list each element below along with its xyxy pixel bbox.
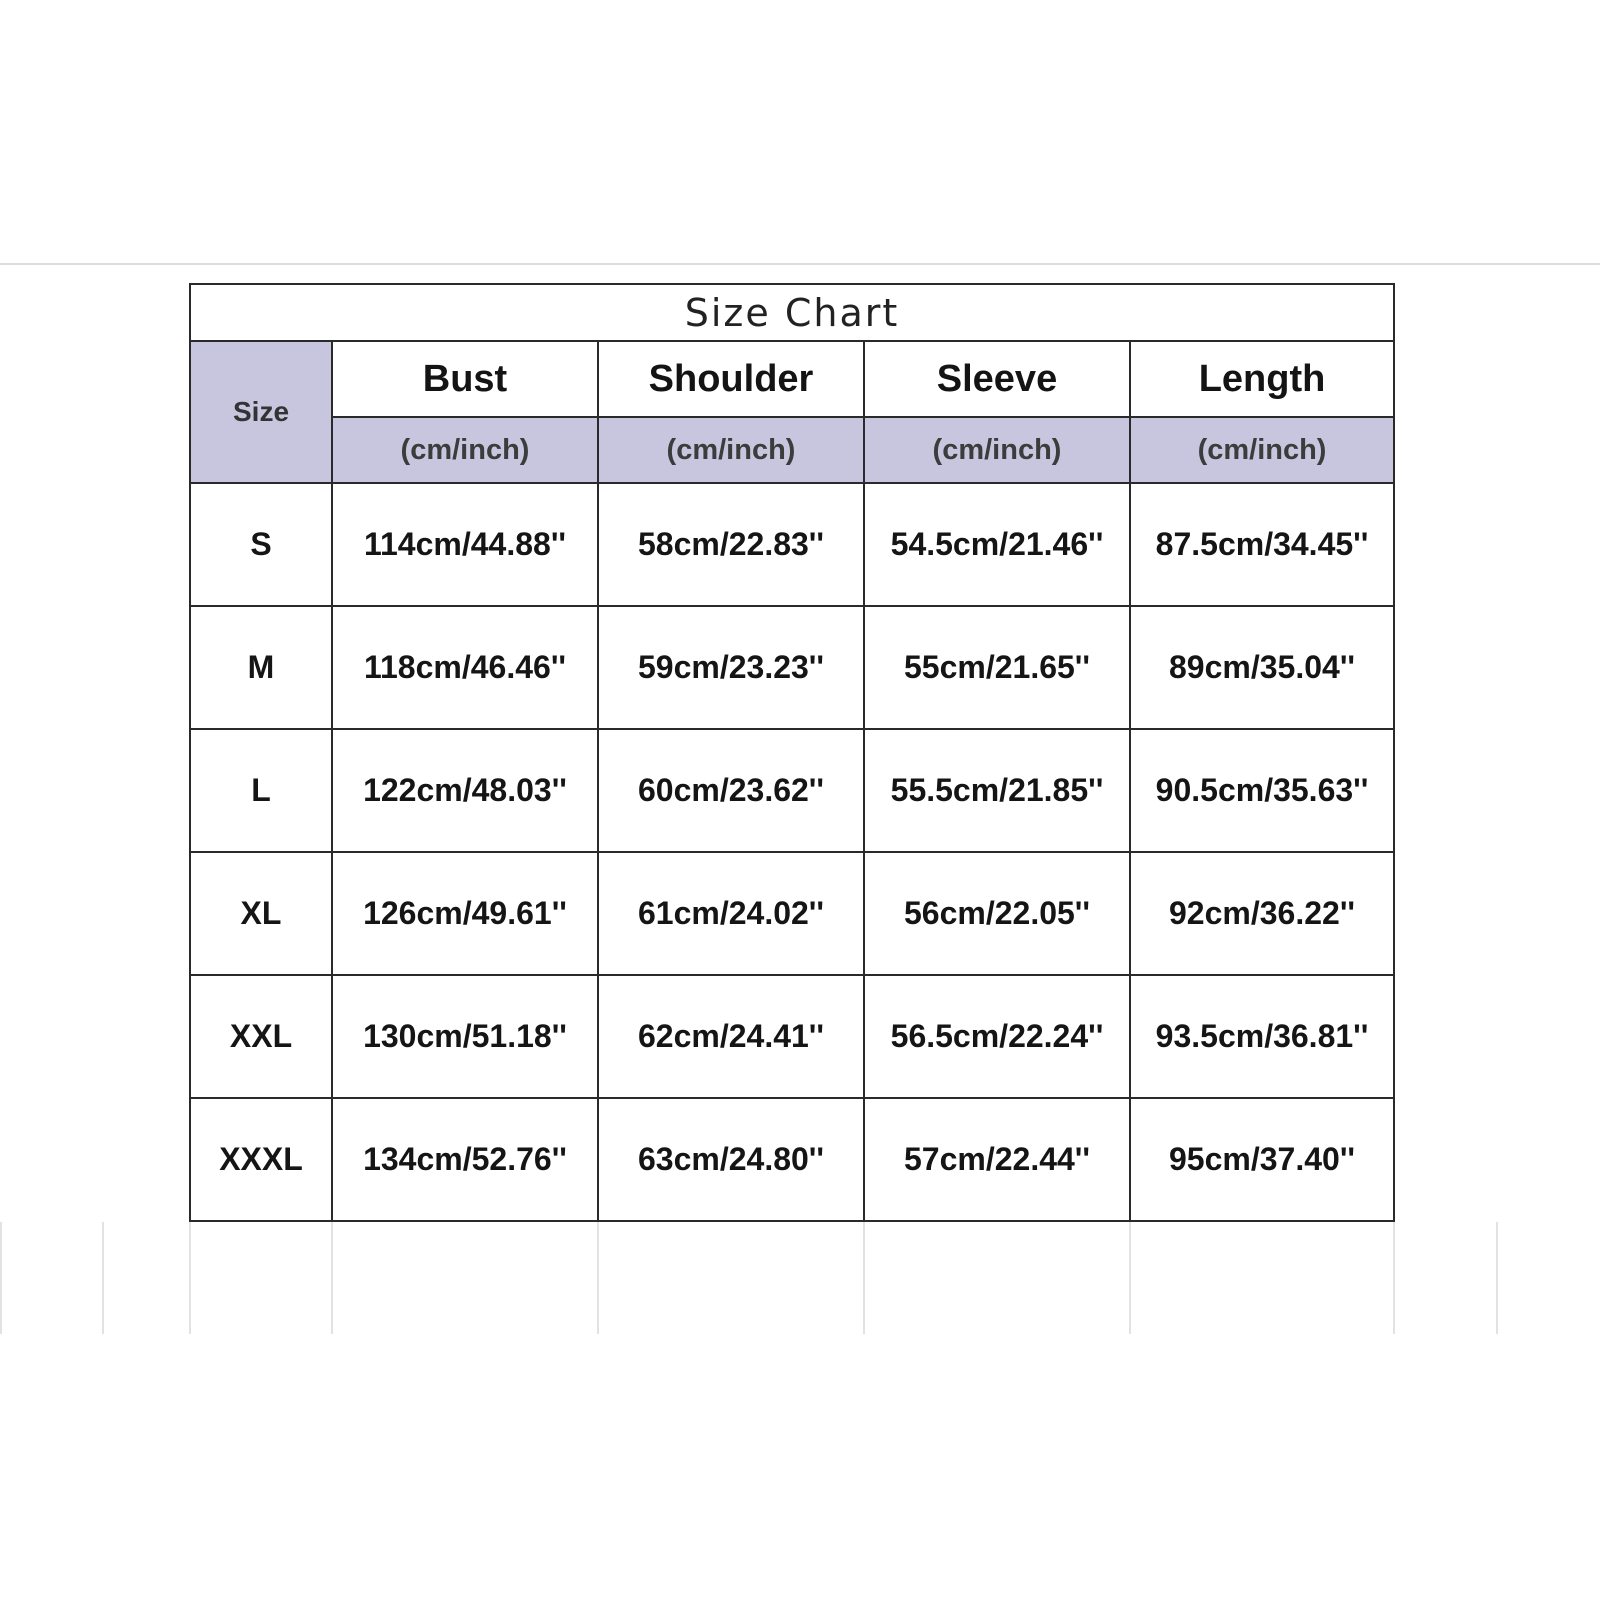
length-value: 90.5cm/35.63'' <box>1130 729 1394 852</box>
sleeve-value: 57cm/22.44'' <box>864 1098 1130 1221</box>
column-header-shoulder: Shoulder <box>598 341 864 417</box>
size-chart-table <box>189 283 1395 1222</box>
background-grid-line <box>1393 1222 1395 1334</box>
background-grid-line <box>863 1222 865 1334</box>
table-row-m <box>190 606 1394 729</box>
table-row-s <box>190 483 1394 606</box>
background-grid-line <box>597 1222 599 1334</box>
size-label: M <box>190 606 332 729</box>
shoulder-value: 59cm/23.23'' <box>598 606 864 729</box>
shoulder-value: 58cm/22.83'' <box>598 483 864 606</box>
size-column-header: Size <box>190 341 332 483</box>
size-label: S <box>190 483 332 606</box>
unit-label-sleeve: (cm/inch) <box>864 417 1130 483</box>
background-grid-line <box>189 1222 191 1334</box>
sleeve-value: 56cm/22.05'' <box>864 852 1130 975</box>
table-row-xl <box>190 852 1394 975</box>
background-grid-line <box>102 1222 104 1334</box>
shoulder-value: 60cm/23.62'' <box>598 729 864 852</box>
bust-value: 134cm/52.76'' <box>332 1098 598 1221</box>
unit-label-bust: (cm/inch) <box>332 417 598 483</box>
size-label: XXL <box>190 975 332 1098</box>
length-value: 87.5cm/34.45'' <box>1130 483 1394 606</box>
sleeve-value: 55.5cm/21.85'' <box>864 729 1130 852</box>
column-header-length: Length <box>1130 341 1394 417</box>
bust-value: 126cm/49.61'' <box>332 852 598 975</box>
table-row-xxxl <box>190 1098 1394 1221</box>
shoulder-value: 62cm/24.41'' <box>598 975 864 1098</box>
unit-label-shoulder: (cm/inch) <box>598 417 864 483</box>
length-value: 95cm/37.40'' <box>1130 1098 1394 1221</box>
bust-value: 114cm/44.88'' <box>332 483 598 606</box>
sleeve-value: 54.5cm/21.46'' <box>864 483 1130 606</box>
length-value: 92cm/36.22'' <box>1130 852 1394 975</box>
background-grid-line <box>331 1222 333 1334</box>
sleeve-value: 55cm/21.65'' <box>864 606 1130 729</box>
chart-title: Size Chart <box>190 284 1394 341</box>
unit-label-length: (cm/inch) <box>1130 417 1394 483</box>
column-header-bust: Bust <box>332 341 598 417</box>
bust-value: 122cm/48.03'' <box>332 729 598 852</box>
length-value: 89cm/35.04'' <box>1130 606 1394 729</box>
background-grid-line <box>1129 1222 1131 1334</box>
size-label: XXXL <box>190 1098 332 1221</box>
background-grid-line <box>0 263 1600 265</box>
sleeve-value: 56.5cm/22.24'' <box>864 975 1130 1098</box>
background-grid-line <box>0 1222 2 1334</box>
table-row-l <box>190 729 1394 852</box>
bust-value: 118cm/46.46'' <box>332 606 598 729</box>
shoulder-value: 61cm/24.02'' <box>598 852 864 975</box>
size-label: L <box>190 729 332 852</box>
bust-value: 130cm/51.18'' <box>332 975 598 1098</box>
column-header-sleeve: Sleeve <box>864 341 1130 417</box>
length-value: 93.5cm/36.81'' <box>1130 975 1394 1098</box>
size-label: XL <box>190 852 332 975</box>
background-grid-line <box>1496 1222 1498 1334</box>
table-row-xxl <box>190 975 1394 1098</box>
shoulder-value: 63cm/24.80'' <box>598 1098 864 1221</box>
